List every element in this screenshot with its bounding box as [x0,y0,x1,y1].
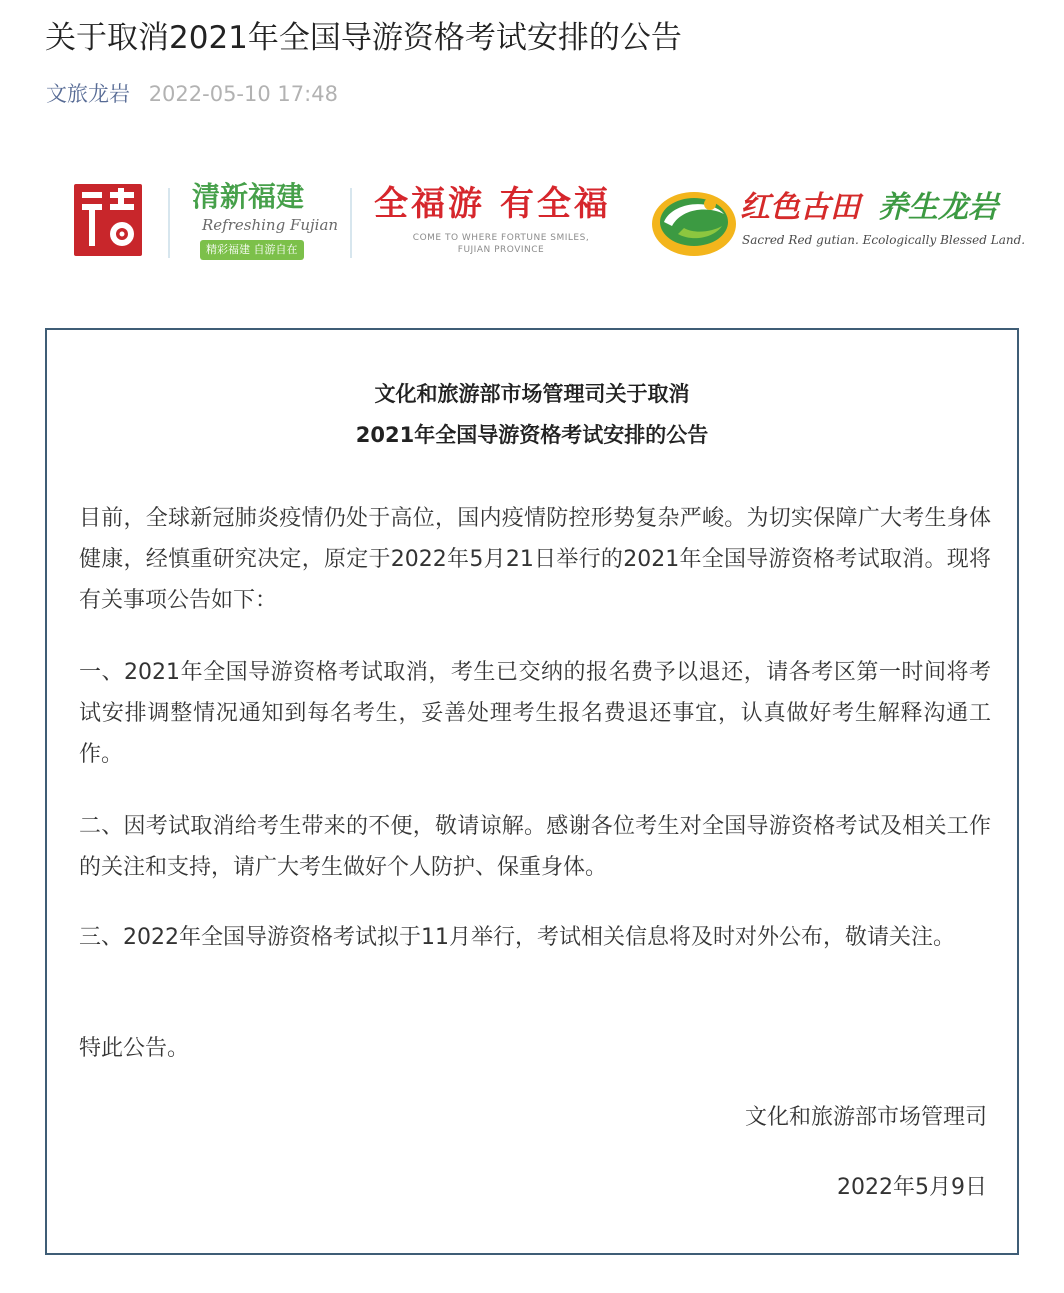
notice-sign-date: 2022年5月9日 [837,1175,987,1200]
notice-item-2: 二、因考试取消给考生带来的不便，敬请谅解。感谢各位考生对全国导游资格考试及相关工作的关注和支持，请广大考生做好个人防护、保重身体。 [79,814,991,880]
refreshing-fujian-logo [192,180,352,266]
notice-item-1: 一、2021年全国导游资格考试取消，考生已交纳的报名费予以退还，请各考区第一时间将考试安排调整情况通知到每名考生，妥善处理考生报名费退还事宜，认真做好考生解释沟通工作。 [79,660,991,767]
notice-item-3: 三、2022年全国导游资格考试拟于11月举行，考试相关信息将及时对外公布，敬请关注。 [79,925,955,950]
gutian-logo-cn-green: 养生龙岩 [878,190,998,225]
tourism-logo-banner [64,172,1026,272]
article-meta [46,78,338,110]
notice-heading-line-1: 文化和旅游部市场管理司关于取消 [374,382,690,406]
gutian-logo-en: Sacred Red gutian. Ecologically Blessed Land. [742,233,1026,247]
fujian-logo-en: Refreshing Fujian [202,216,339,234]
article-title: 关于取消2021年全国导游资格考试安排的公告 [45,20,682,56]
notice-signature: 文化和旅游部市场管理司 [744,1105,987,1130]
seal-icon [72,180,144,260]
fujian-logo-cn: 清新福建 [192,180,305,213]
gutian-longyan-logo [648,172,1026,272]
publish-date: 2022-05-10 17:48 [148,82,338,106]
gutian-logo-cn [740,188,998,228]
fortune-fujian-logo [374,182,624,266]
fortune-logo-en: COME TO WHERE FORTUNE SMILES, FUJIAN PROVINCE [412,233,590,255]
fortune-logo-cn: 全福游 有全福 [374,184,611,224]
notice-closing: 特此公告。 [79,1036,190,1061]
fujian-logo-tag: 精彩福建 自游自在 [200,240,304,260]
notice-intro: 目前，全球新冠肺炎疫情仍处于高位，国内疫情防控形势复杂严峻。为切实保障广大考生身体健康，经慎重研究决定，原定于2022年5月21日举行的2021年全国导游资格考试取消。现将有关事项公告如下： [79,506,991,613]
author-link[interactable]: 文旅龙岩 [46,82,130,106]
logo-divider [168,188,170,258]
gutian-logo-cn-red: 红色古田 [740,190,860,225]
notice-heading-line-2: 2021年全国导游资格考试安排的公告 [355,423,709,447]
green-swirl-icon [648,176,744,266]
logo-divider [350,188,352,258]
notice-box [45,328,1019,1255]
fujian-seal-logo [72,180,144,260]
